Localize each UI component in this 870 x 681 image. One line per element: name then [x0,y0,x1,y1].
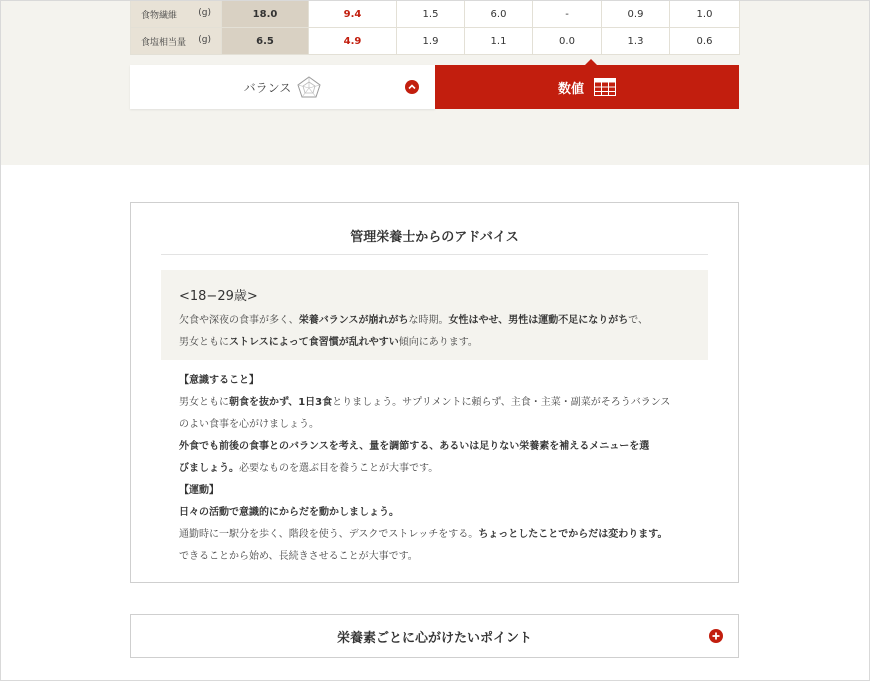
view-toggle [130,65,739,109]
nutrition-table [130,0,740,55]
advice-title: 管理栄養士からのアドバイス [161,203,708,255]
accordion-label: 栄養素ごとに心がけたいポイント [336,630,532,646]
nutrient-name: 食物繊維 (g) [131,1,222,28]
mindset-line: 外食でも前後の食事とのバランスを考え、量を調節する、あるいは足りない栄養素を補えるメニューを選 [179,441,650,452]
balance-tab-button[interactable] [130,65,435,109]
advice-card [130,202,739,583]
value-cell: 1.1 [465,28,533,55]
value-cell: 1.5 [397,1,465,28]
nutrient-name: 食塩相当量 (g) [131,28,222,55]
value-cell: 6.0 [465,1,533,28]
value-tab-label: 数値 [557,81,584,97]
value-tab-button[interactable] [435,65,739,109]
exercise-section [179,480,699,568]
mindset-heading: 【意識すること】 [179,375,259,386]
table-grid-icon [594,78,616,96]
age-summary-box [161,270,708,360]
value-cell: 9.4 [309,1,397,28]
value-cell: 1.3 [602,28,670,55]
value-cell: 1.0 [670,1,740,28]
value-cell: 4.9 [309,28,397,55]
exercise-heading: 【運動】 [179,485,219,496]
mindset-line: びましょう。必要なものを選ぶ目を養うことが大事です。 [179,463,439,474]
nutrient-points-accordion[interactable] [130,614,739,658]
value-cell: 0.6 [670,28,740,55]
intro-line-2: 男女ともにストレスによって食習慣が乱れやすい傾向にあります。 [179,337,478,348]
mindset-line: 男女ともに朝食を抜かず、1日3食とりましょう。サプリメントに頼らず、主食・主菜・副菜がそろうバランス [179,397,671,408]
value-cell: - [533,1,602,28]
pentagon-chart-icon [297,76,321,98]
mindset-section [179,370,699,480]
table-row [131,1,740,28]
chevron-up-icon[interactable] [405,80,419,94]
value-cell: 1.9 [397,28,465,55]
active-tab-notch [585,59,597,65]
mindset-line: のよい食事を心がけましょう。 [179,419,319,430]
exercise-line: 通勤時に一駅分を歩く、階段を使う、デスクでストレッチをする。ちょっとしたことでからだは変わります。 [179,529,668,540]
total-cell: 18.0 [222,1,309,28]
table-row [131,28,740,55]
value-cell: 0.0 [533,28,602,55]
balance-tab-label: バランス [243,80,292,95]
age-heading: <18−29歳> [179,289,258,304]
plus-icon[interactable] [709,629,723,643]
intro-line-1: 欠食や深夜の食事が多く、栄養バランスが崩れがちな時期。女性はやせ、男性は運動不足になりがちで、 [179,315,649,326]
total-cell: 6.5 [222,28,309,55]
value-cell: 0.9 [602,1,670,28]
exercise-line: 日々の活動で意識的にからだを動かしましょう。 [179,507,399,518]
exercise-line: できることから始め、長続きさせることが大事です。 [179,551,418,562]
